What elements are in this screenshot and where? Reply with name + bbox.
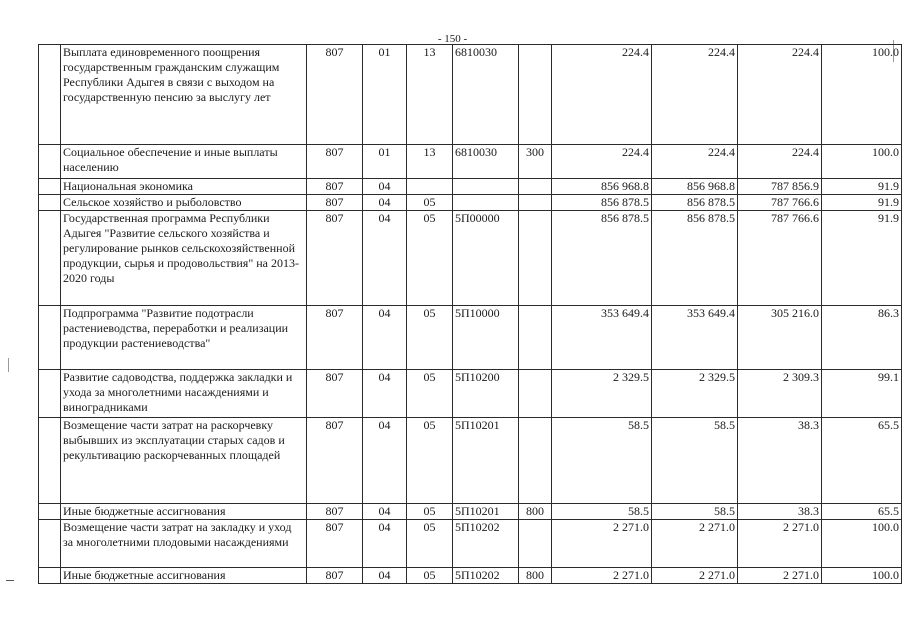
plan-amount-cell: 58.5: [552, 504, 652, 520]
item-name-cell: Развитие садоводства, поддержка закладки и ухода за многолетними насаждениями и виноградниками: [61, 370, 307, 418]
execution-percent-cell: 91.9: [822, 211, 902, 306]
item-name-cell: Национальная экономика: [61, 179, 307, 195]
section-code-cell: 04: [363, 195, 407, 211]
table-row: [39, 418, 902, 504]
target-article-cell: 5П10201: [453, 504, 519, 520]
execution-percent-cell: 100.0: [822, 45, 902, 145]
blank-column-cell: [39, 568, 61, 584]
execution-percent-cell: 99.1: [822, 370, 902, 418]
table-row: [39, 211, 902, 306]
blank-column-cell: [39, 418, 61, 504]
executed-amount-cell: 787 766.6: [738, 195, 822, 211]
refined-amount-cell: 856 878.5: [652, 195, 738, 211]
section-code-cell: 04: [363, 179, 407, 195]
subsection-code-cell: 05: [407, 504, 453, 520]
expense-type-cell: [519, 418, 552, 504]
subsection-code-cell: 05: [407, 520, 453, 568]
refined-amount-cell: 58.5: [652, 418, 738, 504]
subsection-code-cell: 13: [407, 145, 453, 179]
expense-type-cell: 800: [519, 568, 552, 584]
plan-amount-cell: 224.4: [552, 45, 652, 145]
subsection-code-cell: 05: [407, 370, 453, 418]
target-article-cell: 5П10000: [453, 306, 519, 370]
plan-amount-cell: 2 329.5: [552, 370, 652, 418]
expense-type-cell: [519, 306, 552, 370]
ministry-code-cell: 807: [307, 211, 363, 306]
expense-type-cell: [519, 195, 552, 211]
plan-amount-cell: 2 271.0: [552, 520, 652, 568]
blank-column-cell: [39, 520, 61, 568]
refined-amount-cell: 224.4: [652, 145, 738, 179]
subsection-code-cell: 05: [407, 211, 453, 306]
execution-percent-cell: 91.9: [822, 195, 902, 211]
item-name-cell: Сельское хозяйство и рыболовство: [61, 195, 307, 211]
section-code-cell: 04: [363, 520, 407, 568]
subsection-code-cell: 05: [407, 418, 453, 504]
subsection-code-cell: 05: [407, 568, 453, 584]
executed-amount-cell: 2 309.3: [738, 370, 822, 418]
execution-percent-cell: 100.0: [822, 520, 902, 568]
executed-amount-cell: 305 216.0: [738, 306, 822, 370]
refined-amount-cell: 2 271.0: [652, 568, 738, 584]
executed-amount-cell: 787 766.6: [738, 211, 822, 306]
refined-amount-cell: 224.4: [652, 45, 738, 145]
blank-column-cell: [39, 370, 61, 418]
plan-amount-cell: 856 878.5: [552, 211, 652, 306]
table-row: [39, 504, 902, 520]
table-row: [39, 145, 902, 179]
blank-column-cell: [39, 179, 61, 195]
table-body: [39, 45, 902, 584]
section-code-cell: 01: [363, 45, 407, 145]
table-row: [39, 179, 902, 195]
expense-type-cell: [519, 45, 552, 145]
blank-column-cell: [39, 306, 61, 370]
table-row: [39, 568, 902, 584]
target-article-cell: 5П10200: [453, 370, 519, 418]
refined-amount-cell: 856 878.5: [652, 211, 738, 306]
execution-percent-cell: 91.9: [822, 179, 902, 195]
ministry-code-cell: 807: [307, 504, 363, 520]
ministry-code-cell: 807: [307, 145, 363, 179]
target-article-cell: 5П10201: [453, 418, 519, 504]
expense-type-cell: [519, 520, 552, 568]
blank-column-cell: [39, 145, 61, 179]
refined-amount-cell: 58.5: [652, 504, 738, 520]
target-article-cell: [453, 179, 519, 195]
target-article-cell: 6810030: [453, 45, 519, 145]
plan-amount-cell: 224.4: [552, 145, 652, 179]
scan-edge-mark: [8, 358, 9, 372]
table-row: [39, 45, 902, 145]
section-code-cell: 01: [363, 145, 407, 179]
item-name-cell: Социальное обеспечение и иные выплаты населению: [61, 145, 307, 179]
expense-type-cell: [519, 211, 552, 306]
refined-amount-cell: 2 329.5: [652, 370, 738, 418]
executed-amount-cell: 38.3: [738, 418, 822, 504]
page-number: - 150 -: [437, 33, 468, 45]
plan-amount-cell: 58.5: [552, 418, 652, 504]
expense-type-cell: [519, 370, 552, 418]
executed-amount-cell: 224.4: [738, 145, 822, 179]
executed-amount-cell: 2 271.0: [738, 568, 822, 584]
plan-amount-cell: 2 271.0: [552, 568, 652, 584]
refined-amount-cell: 2 271.0: [652, 520, 738, 568]
target-article-cell: 5П10202: [453, 568, 519, 584]
subsection-code-cell: 13: [407, 45, 453, 145]
subsection-code-cell: 05: [407, 195, 453, 211]
execution-percent-cell: 86.3: [822, 306, 902, 370]
blank-column-cell: [39, 195, 61, 211]
subsection-code-cell: 05: [407, 306, 453, 370]
blank-column-cell: [39, 504, 61, 520]
blank-column-cell: [39, 45, 61, 145]
executed-amount-cell: 787 856.9: [738, 179, 822, 195]
item-name-cell: Иные бюджетные ассигнования: [61, 504, 307, 520]
scan-dash-mark: [6, 580, 14, 581]
ministry-code-cell: 807: [307, 195, 363, 211]
section-code-cell: 04: [363, 504, 407, 520]
table-row: [39, 520, 902, 568]
table-row: [39, 370, 902, 418]
target-article-cell: 5П10202: [453, 520, 519, 568]
target-article-cell: [453, 195, 519, 211]
execution-percent-cell: 100.0: [822, 568, 902, 584]
refined-amount-cell: 856 968.8: [652, 179, 738, 195]
table-row: [39, 306, 902, 370]
execution-percent-cell: 100.0: [822, 145, 902, 179]
execution-percent-cell: 65.5: [822, 504, 902, 520]
item-name-cell: Подпрограмма "Развитие подотрасли растениеводства, переработки и реализации продукции растениеводства": [61, 306, 307, 370]
item-name-cell: Государственная программа Республики Адыгея "Развитие сельского хозяйства и регулирование рынков сельскохозяйственной продукции, сырья и продовольствия" на 2013-2020 годы: [61, 211, 307, 306]
execution-percent-cell: 65.5: [822, 418, 902, 504]
expense-type-cell: [519, 179, 552, 195]
plan-amount-cell: 856 968.8: [552, 179, 652, 195]
section-code-cell: 04: [363, 370, 407, 418]
budget-table: [38, 44, 902, 584]
section-code-cell: 04: [363, 211, 407, 306]
ministry-code-cell: 807: [307, 370, 363, 418]
table-row: [39, 195, 902, 211]
ministry-code-cell: 807: [307, 520, 363, 568]
plan-amount-cell: 353 649.4: [552, 306, 652, 370]
item-name-cell: Возмещение части затрат на закладку и уход за многолетними плодовыми насаждениями: [61, 520, 307, 568]
section-code-cell: 04: [363, 306, 407, 370]
target-article-cell: 5П00000: [453, 211, 519, 306]
executed-amount-cell: 38.3: [738, 504, 822, 520]
ministry-code-cell: 807: [307, 306, 363, 370]
target-article-cell: 6810030: [453, 145, 519, 179]
executed-amount-cell: 224.4: [738, 45, 822, 145]
refined-amount-cell: 353 649.4: [652, 306, 738, 370]
section-code-cell: 04: [363, 418, 407, 504]
ministry-code-cell: 807: [307, 179, 363, 195]
section-code-cell: 04: [363, 568, 407, 584]
ministry-code-cell: 807: [307, 568, 363, 584]
ministry-code-cell: 807: [307, 418, 363, 504]
blank-column-cell: [39, 211, 61, 306]
plan-amount-cell: 856 878.5: [552, 195, 652, 211]
expense-type-cell: 800: [519, 504, 552, 520]
ministry-code-cell: 807: [307, 45, 363, 145]
subsection-code-cell: [407, 179, 453, 195]
executed-amount-cell: 2 271.0: [738, 520, 822, 568]
item-name-cell: Возмещение части затрат на раскорчевку выбывших из эксплуатации старых садов и рекультивацию раскорчеванных площадей: [61, 418, 307, 504]
expense-type-cell: 300: [519, 145, 552, 179]
item-name-cell: Выплата единовременного поощрения государственным гражданским служащим Республики Адыгея в связи с выходом на государственную пенсию за выслугу лет: [61, 45, 307, 145]
item-name-cell: Иные бюджетные ассигнования: [61, 568, 307, 584]
